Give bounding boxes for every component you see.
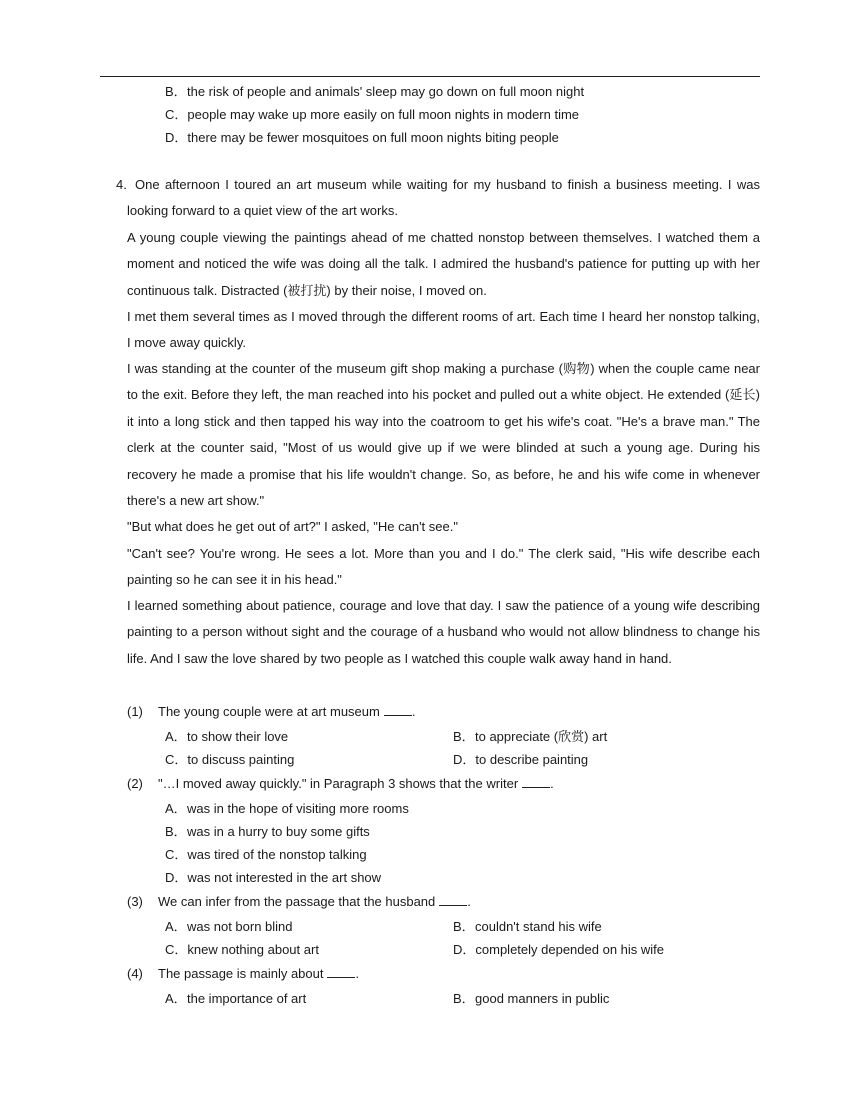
option-letter: C． (165, 107, 188, 122)
option-letter: B． (165, 824, 187, 839)
option-c[interactable] (165, 941, 319, 959)
option-text: completely depended on his wife (475, 942, 665, 957)
option-letter: A． (165, 919, 187, 934)
passage-paragraph-7: I learned something about patience, courage and love that day. I saw the patience of a young wife describing painting to a person without sight and the courage of a husband who would not allow blindness to change his life. And I saw the love shared by two people as I watched this couple walk away hand in hand. (127, 598, 760, 666)
option-text: the importance of art (187, 991, 307, 1006)
stem-end: . (411, 704, 416, 719)
option-text: to show their love (187, 729, 289, 744)
stem-text: We can infer from the passage that the husband (158, 894, 436, 909)
subquestion-number: (1) (127, 704, 143, 719)
subquestion-number: (4) (127, 966, 143, 981)
option-letter: D． (165, 130, 188, 145)
option-b[interactable] (453, 918, 602, 936)
answer-blank (522, 775, 550, 788)
option-text: people may wake up more easily on full moon nights in modern time (187, 107, 580, 122)
option-a[interactable] (165, 990, 306, 1008)
option-text: was in the hope of visiting more rooms (187, 801, 409, 816)
option-text: was in a hurry to buy some gifts (187, 824, 370, 839)
subquestion-1-stem (158, 703, 415, 721)
subquestion-4-stem (158, 965, 359, 983)
option-c[interactable] (165, 751, 294, 769)
option-letter: A． (165, 991, 187, 1006)
option-text: to discuss painting (187, 752, 295, 767)
passage-paragraph-5: "But what does he get out of art?" I asked, "He can't see." (127, 519, 458, 534)
prev-option-b (165, 83, 584, 101)
stem-text: "…I moved away quickly." in Paragraph 3 shows that the writer (158, 776, 519, 791)
option-text: knew nothing about art (187, 942, 319, 957)
stem-text: The young couple were at art museum (158, 704, 380, 719)
option-text: to appreciate (欣赏) art (475, 729, 608, 744)
option-a[interactable] (165, 728, 288, 746)
prev-option-c (165, 106, 579, 124)
subquestion-2-stem (158, 775, 554, 793)
option-d[interactable] (165, 869, 381, 887)
option-text: was not born blind (187, 919, 293, 934)
prev-option-d (165, 129, 559, 147)
passage-paragraph-4: I was standing at the counter of the museum gift shop making a purchase (购物) when the couple came near to the exit. Before they left, the man reached into his pocket and pulled out a white object. He extended (延长) it into a long stick and then tapped his way into the coatroom to get his wife's coat. "He's a brave man." The clerk at the counter said, "Most of us would give up if we were blinded at such a young age. During his recovery he made a promise that his life wouldn't change. So, as before, he and his wife come in whenever there's a new art show." (127, 361, 760, 509)
option-letter: D． (453, 752, 476, 767)
passage-paragraph-3: I met them several times as I moved through the different rooms of art. Each time I heard her nonstop talking, I move away quickly. (127, 309, 760, 351)
option-text: to describe painting (475, 752, 589, 767)
option-text: good manners in public (475, 991, 610, 1006)
option-letter: B． (453, 919, 475, 934)
option-letter: D． (165, 870, 188, 885)
option-letter: A． (165, 729, 187, 744)
option-d[interactable] (453, 941, 664, 959)
option-letter: B． (453, 991, 475, 1006)
subquestion-number: (3) (127, 894, 143, 909)
option-letter: A． (165, 801, 187, 816)
passage-line-1: One afternoon I toured an art museum while waiting for my husband to finish a business meeting. I was (135, 177, 760, 192)
stem-end: . (355, 966, 360, 981)
answer-blank (439, 893, 467, 906)
stem-end: . (550, 776, 554, 791)
option-b[interactable] (165, 823, 370, 841)
option-d[interactable] (453, 751, 588, 769)
option-text: couldn't stand his wife (475, 919, 602, 934)
option-text: was not interested in the art show (187, 870, 382, 885)
subquestion-number: (2) (127, 776, 143, 791)
option-letter: B． (453, 729, 475, 744)
option-a[interactable] (165, 800, 409, 818)
passage-paragraph-2: A young couple viewing the paintings ahead of me chatted nonstop between themselves. I watched them a moment and noticed the wife was doing all the talk. I admired the husband's patience for putting up with her continuous talk. Distracted (被打扰) by their noise, I moved on. (127, 230, 760, 298)
option-letter: D． (453, 942, 476, 957)
question-number: 4. (116, 177, 127, 192)
option-letter: B． (165, 84, 187, 99)
option-text: the risk of people and animals' sleep may go down on full moon night (187, 84, 585, 99)
passage-paragraph-6: "Can't see? You're wrong. He sees a lot. More than you and I do." The clerk said, "His wife describe each painting so he can see it in his head." (127, 546, 760, 588)
option-text: was tired of the nonstop talking (187, 847, 367, 862)
answer-blank (327, 965, 355, 978)
option-letter: C． (165, 847, 188, 862)
option-b[interactable] (453, 728, 607, 746)
option-c[interactable] (165, 846, 367, 864)
option-b[interactable] (453, 990, 609, 1008)
option-letter: C． (165, 942, 188, 957)
option-text: there may be fewer mosquitoes on full moon nights biting people (187, 130, 559, 145)
stem-text: The passage is mainly about (158, 966, 324, 981)
option-a[interactable] (165, 918, 293, 936)
option-letter: C． (165, 752, 188, 767)
subquestion-3-stem (158, 893, 471, 911)
passage-line-2: looking forward to a quiet view of the art works. (127, 203, 398, 218)
answer-blank (384, 703, 412, 716)
header-rule (100, 76, 760, 77)
stem-end: . (467, 894, 471, 909)
